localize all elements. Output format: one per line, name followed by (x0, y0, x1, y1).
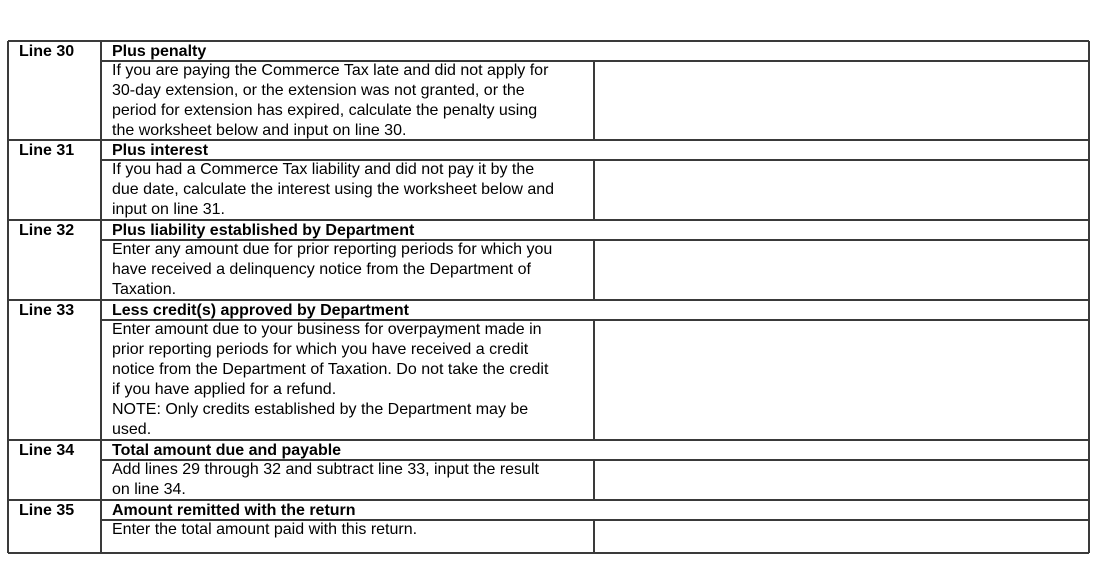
line-number-label: Line 35 (19, 502, 75, 519)
table-left-border (7, 41, 8, 553)
label-column-divider (100, 41, 101, 553)
amount-entry-cell (595, 461, 1088, 499)
line-number-label: Line 33 (19, 302, 75, 319)
line-number-label: Line 34 (19, 442, 75, 459)
row-title: Less credit(s) approved by Department (112, 302, 409, 319)
row-description: If you are paying the Commerce Tax late and did not apply for 30-day extension, or the extension was not granted, or the period for extension has expired, calculate the penalty using the worksheet below and input on line 30. (112, 62, 549, 139)
amount-entry-cell (595, 161, 1088, 219)
row-description: If you had a Commerce Tax liability and did not pay it by the due date, calculate the interest using the worksheet below and input on line 31. (112, 161, 555, 218)
row-title: Plus interest (112, 142, 209, 159)
line-number-label: Line 32 (19, 222, 75, 239)
row-title: Amount remitted with the return (112, 502, 356, 519)
line-number-label: Line 31 (19, 142, 75, 159)
line-number-label: Line 30 (19, 43, 75, 60)
row-description: Enter amount due to your business for overpayment made in prior reporting periods for which you have received a credit notice from the Department of Taxation. Do not take the credit if you have applied for a refund. NOTE: Only credits established by the Department may be used. (112, 321, 549, 438)
row-title: Plus liability established by Department (112, 222, 415, 239)
amount-entry-cell (595, 521, 1088, 552)
row-description: Add lines 29 through 32 and subtract line 33, input the result on line 34. (112, 461, 539, 498)
row-description: Enter any amount due for prior reporting periods for which you have received a delinquency notice from the Department of Taxation. (112, 241, 553, 298)
table-right-border (1088, 41, 1089, 553)
amount-entry-cell (595, 241, 1088, 299)
amount-entry-cell (595, 62, 1088, 139)
row-title: Plus penalty (112, 43, 207, 60)
row-description: Enter the total amount paid with this return. (112, 521, 418, 538)
amount-entry-cell (595, 321, 1088, 439)
row-title: Total amount due and payable (112, 442, 342, 459)
